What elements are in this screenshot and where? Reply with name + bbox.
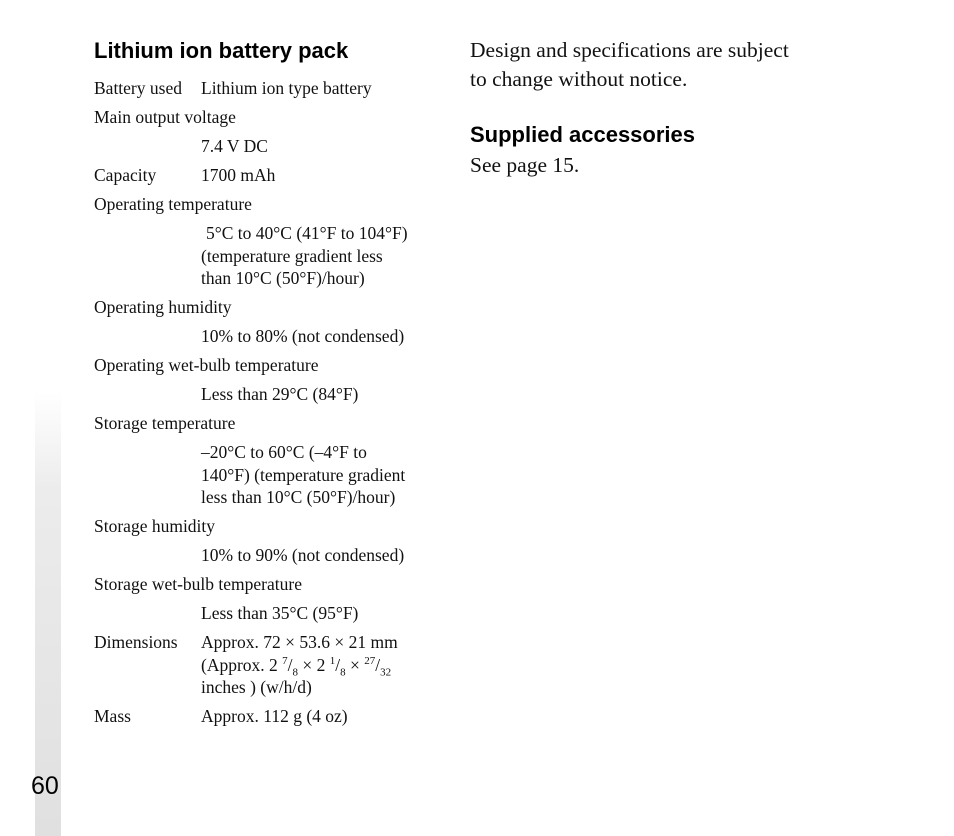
see-page-reference: See page 15. (470, 153, 580, 177)
spec-label: Battery used (94, 78, 182, 98)
spec-mass (94, 705, 444, 728)
fraction-slash: / (287, 654, 293, 675)
spec-label-operating-humidity: Operating humidity (94, 297, 232, 317)
fraction-prefix: (Approx. 2 (201, 654, 283, 675)
fraction-denominator: 8 (292, 666, 299, 678)
fraction-slash: / (335, 654, 341, 675)
fraction-numerator: 7 (282, 654, 288, 667)
spec-battery-used (94, 77, 444, 100)
spec-value-main-output-voltage: 7.4 V DC (201, 136, 268, 156)
notice-line: Design and specifications are subject (470, 38, 789, 62)
spec-value-operating-humidity: 10% to 80% (not condensed) (201, 326, 405, 346)
spec-label-storage-humidity: Storage humidity (94, 516, 216, 536)
spec-label-main-output-voltage: Main output voltage (94, 107, 236, 127)
spec-label-storage-temperature: Storage temperature (94, 413, 236, 433)
spec-value-storage-humidity: 10% to 90% (not condensed) (201, 545, 405, 565)
spec-value: Lithium ion type battery (201, 78, 372, 98)
supplied-accessories-heading: Supplied accessories (470, 122, 695, 147)
spec-label: Dimensions (94, 632, 178, 652)
spec-value-operating-temperature (201, 222, 444, 290)
value-line: Approx. 72 × 53.6 × 21 mm (201, 632, 398, 652)
value-line: 5°C to 40°C (41°F to 104°F) (206, 223, 408, 243)
specifications-notice (470, 36, 830, 94)
value-line: –20°C to 60°C (–4°F to (201, 442, 367, 462)
spec-value-storage-wetbulb: Less than 35°C (95°F) (201, 603, 359, 623)
fraction-separator: × 2 (298, 654, 330, 675)
notice-line: to change without notice. (470, 67, 688, 91)
spec-value (201, 631, 444, 699)
spec-value-operating-wetbulb: Less than 29°C (84°F) (201, 384, 359, 404)
battery-pack-heading: Lithium ion battery pack (94, 38, 349, 63)
spec-value-storage-temperature (201, 441, 444, 509)
value-line: 140°F) (temperature gradient (201, 464, 406, 485)
value-line-fractions (201, 654, 444, 677)
battery-spec-section (94, 36, 444, 728)
value-line: inches ) (w/h/d) (201, 677, 312, 697)
value-line: than 10°C (50°F)/hour) (201, 268, 365, 288)
spec-capacity (94, 164, 444, 187)
spec-value: 1700 mAh (201, 165, 276, 185)
fraction-numerator: 27 (364, 654, 376, 667)
fraction-denominator: 32 (380, 666, 392, 678)
notice-and-accessories-section (470, 36, 830, 180)
fraction-separator: × (345, 654, 365, 675)
fraction-numerator: 1 (329, 654, 336, 667)
spec-label: Mass (94, 706, 131, 726)
spec-label: Capacity (94, 165, 157, 185)
spec-dimensions (94, 631, 444, 699)
fraction-denominator: 8 (340, 666, 346, 678)
spec-label-operating-temperature: Operating temperature (94, 194, 252, 214)
page-number: 60 (31, 772, 59, 800)
value-line: less than 10°C (50°F)/hour) (201, 487, 396, 507)
spec-label-operating-wetbulb: Operating wet-bulb temperature (94, 355, 319, 375)
spec-value: Approx. 112 g (4 oz) (201, 706, 348, 726)
spec-label-storage-wetbulb: Storage wet-bulb temperature (94, 574, 302, 594)
battery-spec-list (94, 77, 444, 728)
fraction-slash: / (375, 654, 381, 675)
value-line: (temperature gradient less (201, 245, 383, 266)
